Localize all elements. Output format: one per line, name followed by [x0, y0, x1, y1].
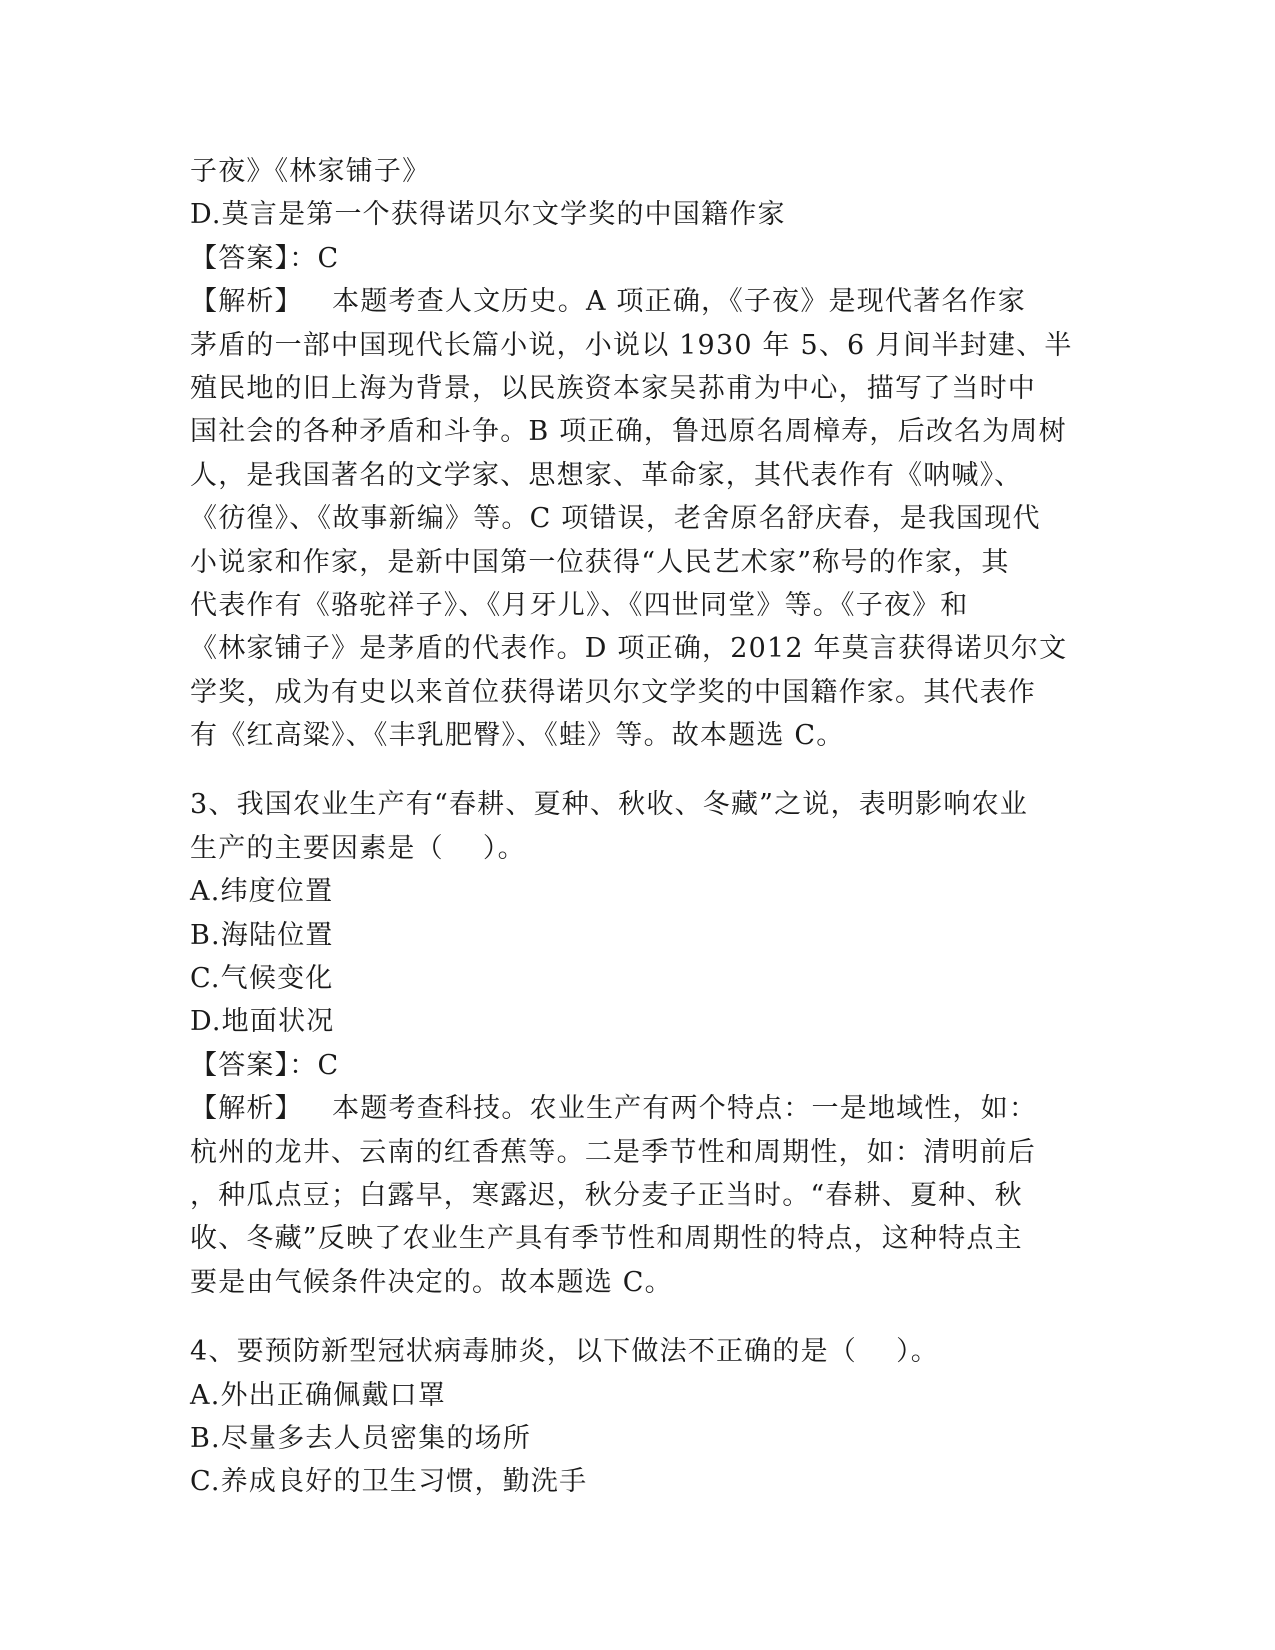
question-stem: 4、要预防新型冠状病毒肺炎，以下做法不正确的是（ ）。 [190, 1336, 940, 1368]
option-c-continuation: 子夜》《林家铺子》 [190, 156, 431, 187]
analysis-line: 【解析】 本题考查人文历史。A 项正确，《子夜》是现代著名作家 [190, 286, 1026, 318]
analysis-block [190, 280, 1090, 757]
analysis-line: 收、冬藏”反映了农业生产具有季节性和周期性的特点，这种特点主 [190, 1223, 1023, 1255]
spacer [190, 757, 1090, 783]
question-stem: 生产的主要因素是（ ）。 [190, 832, 526, 864]
option-a: A.外出正确佩戴口罩 [190, 1379, 447, 1411]
analysis-line: ，种瓜点豆；白露早，寒露迟，秋分麦子正当时。“春耕、夏种、秋 [190, 1179, 1023, 1211]
analysis-line: 国社会的各种矛盾和斗争。B 项正确，鲁迅原名周樟寿，后改名为周树 [190, 416, 1067, 448]
analysis-line: 小说家和作家，是新中国第一位获得“人民艺术家”称号的作家，其 [190, 546, 1010, 578]
answer-line: 【答案】：C [190, 242, 340, 274]
analysis-line: 殖民地的旧上海为背景，以民族资本家吴荪甫为中心，描写了当时中 [190, 372, 1036, 404]
document-page [190, 150, 1090, 1504]
option-b: B.尽量多去人员密集的场所 [190, 1422, 532, 1454]
question-2-tail [190, 150, 1090, 757]
option-d: D.莫言是第一个获得诺贝尔文学奖的中国籍作家 [190, 199, 786, 231]
analysis-line: 有《红高粱》、《丰乳肥臀》、《蛙》等。故本题选 C。 [190, 720, 845, 752]
analysis-line: 《彷徨》、《故事新编》等。C 项错误，老舍原名舒庆春，是我国现代 [190, 503, 1041, 535]
analysis-block [190, 1087, 1090, 1304]
question-stem: 3、我国农业生产有“春耕、夏种、秋收、冬藏”之说，表明影响农业 [190, 789, 1028, 821]
option-d: D.地面状况 [190, 1006, 335, 1038]
analysis-line: 《林家铺子》是茅盾的代表作。D 项正确，2012 年莫言获得诺贝尔文 [190, 633, 1068, 665]
answer-line: 【答案】：C [190, 1049, 340, 1081]
analysis-line: 人，是我国著名的文学家、思想家、革命家，其代表作有《呐喊》、 [190, 459, 1023, 491]
analysis-line: 茅盾的一部中国现代长篇小说，小说以 1930 年 5、6 月间半封建、半 [190, 329, 1073, 361]
analysis-line: 杭州的龙井、云南的红香蕉等。二是季节性和周期性，如：清明前后 [190, 1136, 1036, 1168]
option-b: B.海陆位置 [190, 919, 334, 951]
analysis-line: 【解析】 本题考查科技。农业生产有两个特点：一是地域性，如： [190, 1093, 1038, 1125]
question-4 [190, 1330, 1090, 1504]
analysis-line: 学奖，成为有史以来首位获得诺贝尔文学奖的中国籍作家。其代表作 [190, 676, 1036, 708]
analysis-line: 代表作有《骆驼祥子》、《月牙儿》、《四世同堂》等。《子夜》和 [190, 589, 969, 621]
spacer [190, 1304, 1090, 1330]
option-c: C.养成良好的卫生习惯，勤洗手 [190, 1466, 588, 1498]
option-c: C.气候变化 [190, 963, 334, 995]
analysis-line: 要是由气候条件决定的。故本题选 C。 [190, 1266, 673, 1298]
question-3 [190, 783, 1090, 1304]
option-a: A.纬度位置 [190, 876, 334, 908]
